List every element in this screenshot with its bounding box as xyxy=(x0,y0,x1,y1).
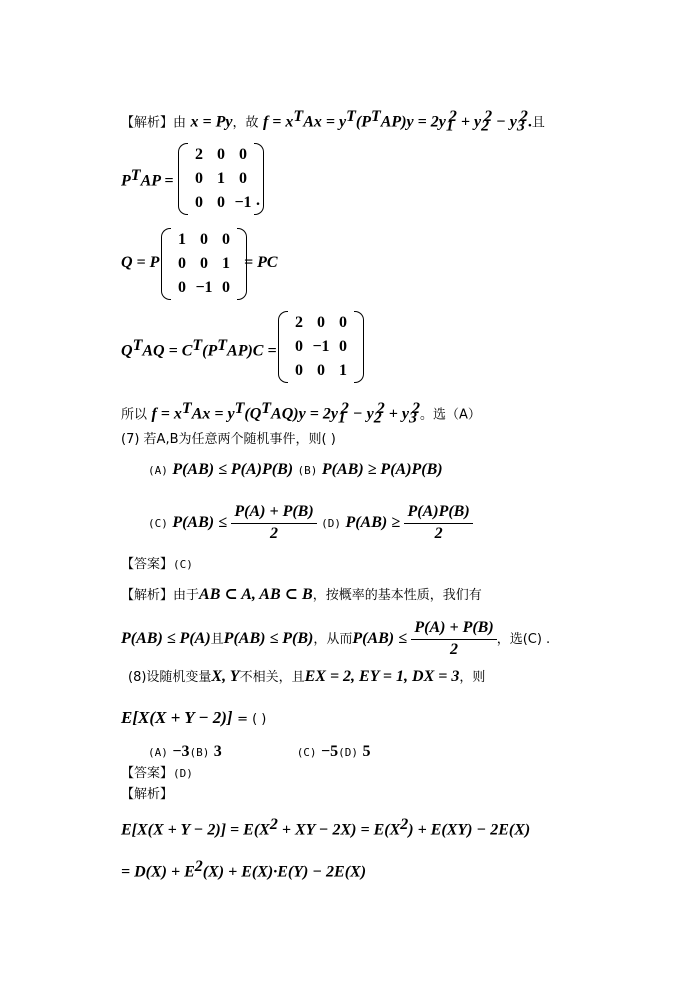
sup: 2 xyxy=(194,858,203,875)
answer-value: (C) xyxy=(173,558,193,571)
q8-options xyxy=(148,741,370,764)
math: P(AB) ≤ xyxy=(352,630,407,647)
sup: T xyxy=(293,108,304,125)
cell: −1 xyxy=(234,194,252,211)
math: P(AB) ≥ P(A)P(B) xyxy=(321,461,443,478)
option-label: (A) xyxy=(148,464,168,477)
math: AQ = C xyxy=(142,342,193,360)
text: ，故 xyxy=(232,115,259,131)
sup: T xyxy=(130,167,141,184)
math: AB ⊂ A, AB ⊂ B xyxy=(199,586,313,603)
denominator: 2 xyxy=(270,525,278,542)
cell: 0 xyxy=(295,362,303,379)
q-rhs xyxy=(244,252,278,274)
sup: 2 xyxy=(400,816,409,833)
question-8-expr xyxy=(121,707,266,731)
option-label: (D) xyxy=(321,517,341,530)
cell: 0 xyxy=(217,194,225,211)
numerator: P(A)P(B) xyxy=(404,502,472,524)
sup: T xyxy=(192,337,203,354)
math: P(AB) ≤ P(A)P(B) xyxy=(172,461,294,478)
cell: 0 xyxy=(222,231,230,248)
period: . xyxy=(256,192,260,209)
question-7: (7) 若A,B为任意两个随机事件，则( ) xyxy=(121,432,336,447)
jiexi-8-line-1 xyxy=(121,814,530,842)
sub: 3 xyxy=(408,409,417,427)
sup: T xyxy=(217,337,228,354)
sup: 2 xyxy=(269,816,278,833)
text: 且 xyxy=(210,632,224,647)
math: P xyxy=(121,172,131,190)
sup: 2 xyxy=(448,108,457,125)
sub: 2 xyxy=(481,117,490,135)
math: f = x xyxy=(151,405,182,423)
cell: −1 xyxy=(312,338,330,355)
math: P(AB) ≤ xyxy=(172,514,227,531)
cell: 0 xyxy=(200,255,208,272)
text: ，选(C) . xyxy=(496,632,551,647)
cell: 0 xyxy=(339,314,347,331)
math: 3 xyxy=(213,743,222,760)
paren-left xyxy=(161,228,171,300)
sup: T xyxy=(234,400,245,417)
ptap-lhs xyxy=(121,165,174,193)
question-8 xyxy=(128,666,485,689)
math: . xyxy=(527,113,532,131)
paren-left xyxy=(178,143,188,215)
sup: 2 xyxy=(519,108,528,125)
jiexi-7-line-2 xyxy=(121,618,550,660)
sup: T xyxy=(132,337,143,354)
math: E[X(X + Y − 2)] = E(X xyxy=(121,821,270,839)
math: P(AB) ≤ P(A) xyxy=(121,630,211,647)
math: + XY − 2X) = E(X xyxy=(277,821,401,839)
math: − y xyxy=(492,113,517,131)
cell: 1 xyxy=(217,170,225,187)
cell: 0 xyxy=(222,279,230,296)
answer-7 xyxy=(121,553,193,576)
math: = D(X) + E xyxy=(121,863,195,881)
math: −5 xyxy=(321,743,339,760)
math: + y xyxy=(456,113,482,131)
cell: 0 xyxy=(178,255,186,272)
numerator: P(A) + P(B) xyxy=(411,618,496,640)
matrix-grid xyxy=(188,143,254,215)
text: ，从而 xyxy=(313,632,353,647)
cell: 0 xyxy=(317,314,325,331)
math: (Q xyxy=(244,405,262,423)
cell: 1 xyxy=(178,231,186,248)
fraction xyxy=(404,502,472,544)
cell: 0 xyxy=(200,231,208,248)
math: AQ)y = 2y xyxy=(271,405,338,423)
math: − y xyxy=(348,405,374,423)
cell: 0 xyxy=(239,170,247,187)
jiexi-tag: 【解析】 xyxy=(121,115,174,131)
option-label: (B) xyxy=(189,746,210,759)
sub: 1 xyxy=(337,409,346,427)
q7-options-ab xyxy=(148,459,443,482)
sup: T xyxy=(181,400,192,417)
text: 不相关，且 xyxy=(239,670,305,685)
cell: 0 xyxy=(239,146,247,163)
suoyi-line xyxy=(121,398,481,429)
math: E[X(X + Y − 2)] xyxy=(121,708,233,727)
math: −3 xyxy=(172,743,190,760)
denominator: 2 xyxy=(434,525,443,542)
text: 且 xyxy=(531,115,545,131)
jiexi-tag: 【解析】 xyxy=(121,588,174,603)
math: (P xyxy=(355,113,371,131)
math: P(AB) ≥ xyxy=(345,514,401,531)
matrix-c xyxy=(161,228,247,300)
sub: 1 xyxy=(445,117,454,135)
option-label: (B) xyxy=(297,464,318,477)
text: 由于 xyxy=(173,588,200,603)
paren-left xyxy=(278,311,288,383)
math: (P xyxy=(202,342,218,360)
option-label: (A) xyxy=(148,746,168,759)
cell: 2 xyxy=(295,314,303,331)
cell: 0 xyxy=(339,338,347,355)
qtaq-lhs xyxy=(121,335,277,363)
sub: 2 xyxy=(373,409,382,427)
jiexi-8-line-2 xyxy=(121,856,366,884)
math: Ax = y xyxy=(191,405,235,423)
fraction xyxy=(411,618,496,660)
text: 所以 xyxy=(121,407,148,423)
jiexi-7-line-1 xyxy=(121,584,482,607)
text: 由 xyxy=(173,115,187,131)
cell: 0 xyxy=(195,170,203,187)
cell: 0 xyxy=(317,362,325,379)
option-label: (C) xyxy=(296,746,317,759)
matrix-grid xyxy=(288,311,354,383)
answer-8 xyxy=(121,762,193,785)
option-label: (D) xyxy=(338,746,359,759)
math: (X) + E(X)·E(Y) − 2E(X) xyxy=(202,863,367,881)
sup: T xyxy=(261,400,272,417)
q7-options-cd xyxy=(148,502,473,544)
sup: 2 xyxy=(340,400,349,417)
matrix-grid xyxy=(171,228,237,300)
math: ) + E(XY) − 2E(X) xyxy=(408,821,531,839)
text: ，则 xyxy=(459,670,486,685)
math: + y xyxy=(384,405,409,423)
q-lhs xyxy=(121,252,159,274)
math: X, Y xyxy=(211,668,240,685)
matrix-ptap xyxy=(178,143,264,215)
math: f = x xyxy=(262,113,294,131)
math: EX = 2, EY = 1, DX = 3 xyxy=(304,668,460,685)
cell: 2 xyxy=(195,146,203,163)
math: x = Py xyxy=(190,113,233,131)
math: 5 xyxy=(362,743,371,760)
text: 。选（A） xyxy=(419,407,481,423)
answer-tag: 【答案】 xyxy=(121,766,174,781)
answer-tag: 【答案】 xyxy=(121,557,174,572)
jiexi-tag: 【解析】 xyxy=(121,787,174,802)
jiexi-line-1 xyxy=(121,106,545,137)
denominator: 2 xyxy=(450,641,459,658)
math: AP = xyxy=(140,172,174,190)
option-label: (C) xyxy=(148,517,168,530)
sup: T xyxy=(370,108,381,125)
math: Ax = y xyxy=(303,113,347,131)
text: ，按概率的基本性质，我们有 xyxy=(312,588,482,603)
numerator: P(A) + P(B) xyxy=(231,502,316,524)
cell: 0 xyxy=(195,194,203,211)
answer-value: (D) xyxy=(173,767,193,780)
text: = ( ) xyxy=(237,712,267,727)
cell: 1 xyxy=(222,255,230,272)
paren-right xyxy=(354,311,364,383)
cell: 0 xyxy=(178,279,186,296)
cell: 0 xyxy=(217,146,225,163)
math: Q xyxy=(121,342,133,360)
cell: 1 xyxy=(339,362,347,379)
sup: 2 xyxy=(376,400,385,417)
math: Q = P xyxy=(121,254,160,271)
math: = PC xyxy=(244,254,278,271)
math: AP)y = 2y xyxy=(380,113,446,131)
matrix-qtaq xyxy=(278,311,364,383)
jiexi-8-tag-line xyxy=(121,783,173,806)
sup: 2 xyxy=(484,108,493,125)
sup: T xyxy=(346,108,356,125)
math: AP)C = xyxy=(227,342,277,360)
sup: 2 xyxy=(411,400,420,417)
text: (8)设随机变量 xyxy=(128,670,212,685)
sub: 3 xyxy=(516,117,525,135)
cell: 0 xyxy=(295,338,303,355)
cell: −1 xyxy=(195,279,213,296)
fraction xyxy=(231,502,316,544)
math: P(AB) ≤ P(B) xyxy=(223,630,314,647)
